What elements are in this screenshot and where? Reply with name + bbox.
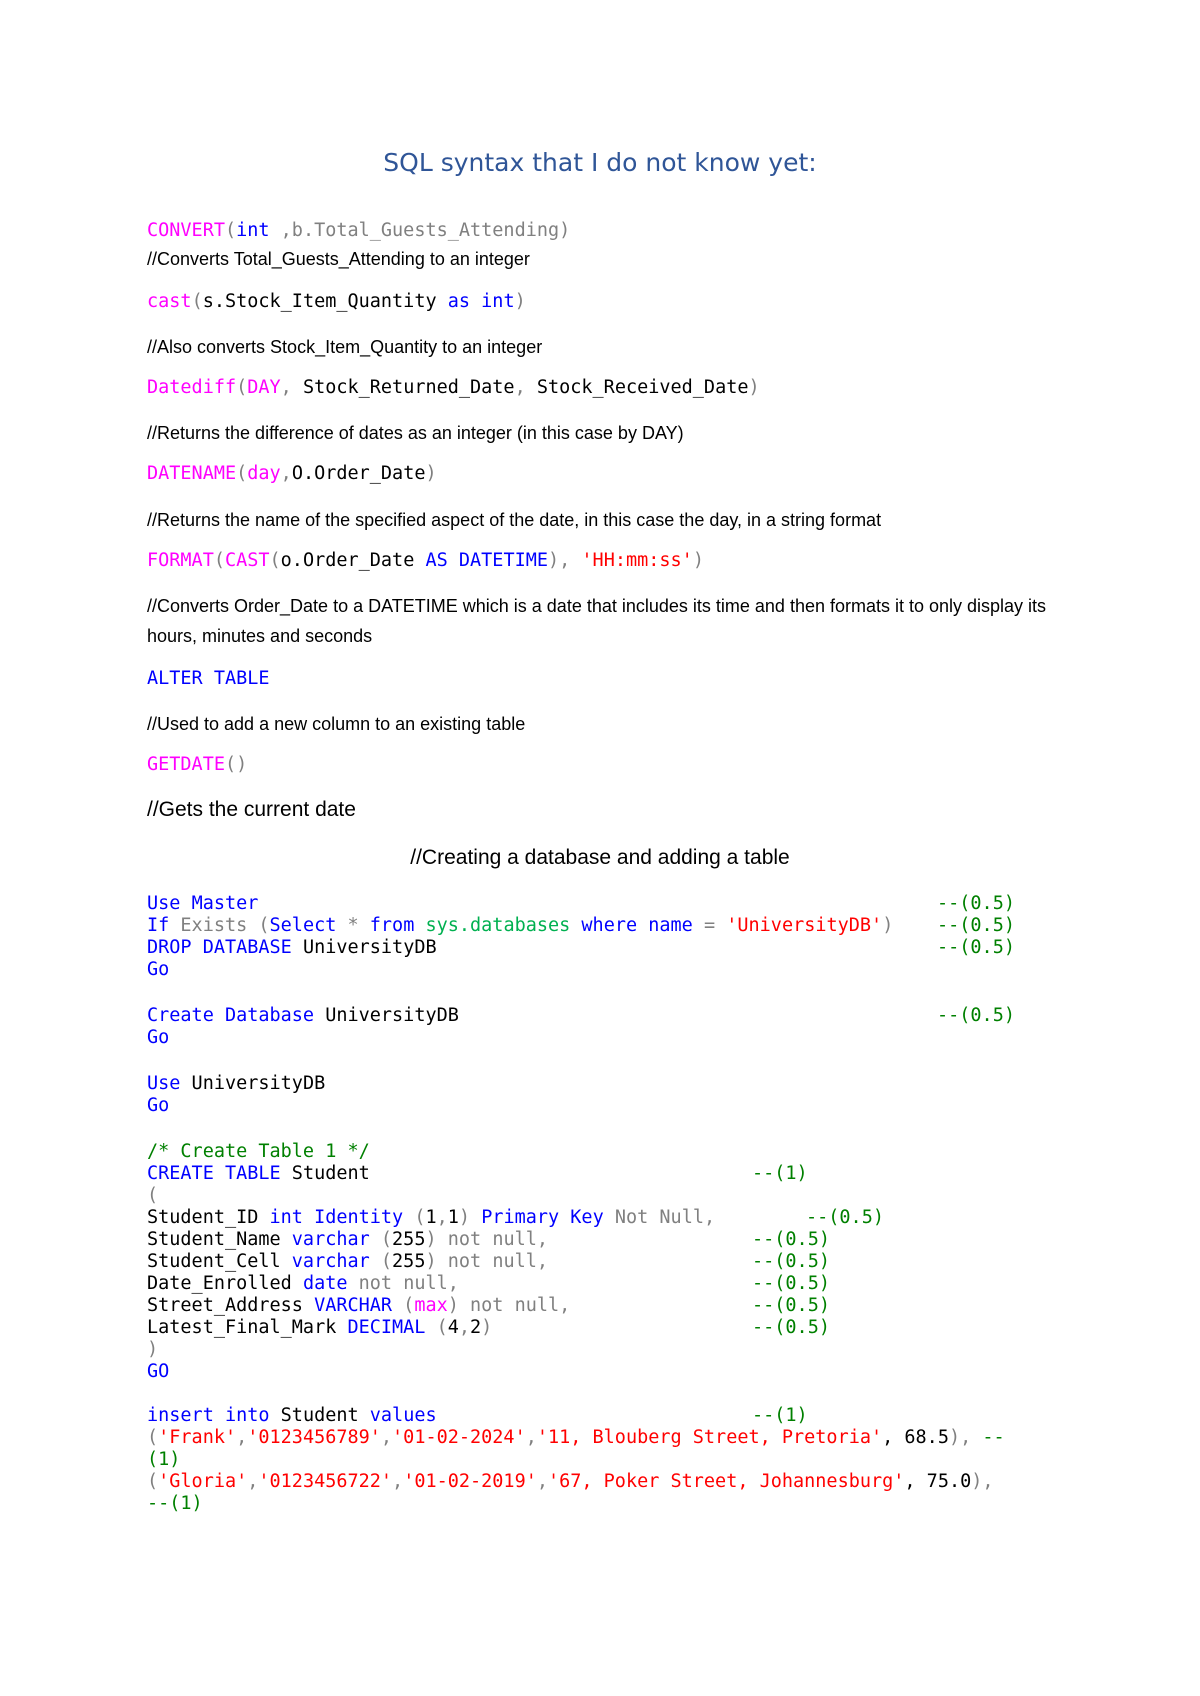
line-row-2-mark: --(1): [147, 1493, 203, 1514]
code-alter-table: ALTER TABLE: [147, 668, 270, 689]
section-heading: //Creating a database and adding a table: [410, 846, 790, 869]
code-datename: DATENAME(day,O.Order_Date): [147, 463, 437, 484]
mark-student-cell: --(0.5): [752, 1251, 830, 1272]
code-cast: cast(s.Stock_Item_Quantity as int): [147, 291, 526, 312]
line-student-id: Student_ID int Identity (1,1) Primary Key Not Null,: [147, 1207, 716, 1228]
note-format: //Converts Order_Date to a DATETIME which is a date that includes its time and then formats it to only display its hours, minutes and seconds: [147, 596, 1047, 646]
mark-latest-final-mark: --(0.5): [752, 1317, 830, 1338]
code-convert: CONVERT(int ,b.Total_Guests_Attending): [147, 220, 571, 241]
note-alter-table: //Used to add a new column to an existing table: [147, 714, 526, 734]
line-go-3: Go: [147, 1095, 170, 1116]
line-create-table: CREATE TABLE Student: [147, 1163, 370, 1184]
line-create-db: Create Database UniversityDB: [147, 1005, 459, 1026]
mark-student-name: --(0.5): [752, 1229, 830, 1250]
line-row-1-mark: (1): [147, 1449, 181, 1470]
line-street-address: Street_Address VARCHAR (max) not null,: [147, 1295, 571, 1316]
line-comment: /* Create Table 1 */: [147, 1141, 370, 1162]
note-cast: //Also converts Stock_Item_Quantity to an integer: [147, 337, 543, 357]
line-drop-db: DROP DATABASE UniversityDB: [147, 937, 437, 958]
line-go-4: GO: [147, 1361, 170, 1382]
line-date-enrolled: Date_Enrolled date not null,: [147, 1273, 459, 1294]
line-latest-final-mark: Latest_Final_Mark DECIMAL (4,2): [147, 1317, 493, 1338]
mark-street-address: --(0.5): [752, 1295, 830, 1316]
mark-create-db: --(0.5): [937, 1005, 1015, 1026]
line-row-1: ('Frank','0123456789','01-02-2024','11, Blouberg Street, Pretoria', 68.5), --: [147, 1427, 1005, 1448]
line-use-master: Use Master: [147, 893, 259, 914]
code-datediff: Datediff(DAY, Stock_Returned_Date, Stock_Received_Date): [147, 377, 760, 398]
line-if-exists: If Exists (Select * from sys.databases where name = 'UniversityDB'): [147, 915, 894, 936]
page-title: SQL syntax that I do not know yet:: [383, 148, 817, 177]
line-go-2: Go: [147, 1027, 170, 1048]
line-open-paren: (: [147, 1185, 159, 1206]
line-use-db: Use UniversityDB: [147, 1073, 326, 1094]
mark-insert: --(1): [752, 1405, 808, 1426]
mark-drop-db: --(0.5): [937, 937, 1015, 958]
mark-student-id: --(0.5): [806, 1207, 884, 1228]
code-format: FORMAT(CAST(o.Order_Date AS DATETIME), 'HH:mm:ss'): [147, 550, 704, 571]
line-row-2: ('Gloria','0123456722','01-02-2019','67, Poker Street, Johannesburg', 75.0),: [147, 1471, 994, 1492]
code-getdate: GETDATE(): [147, 754, 248, 775]
line-go-1: Go: [147, 959, 170, 980]
line-insert: insert into Student values: [147, 1405, 437, 1426]
line-student-name: Student_Name varchar (255) not null,: [147, 1229, 549, 1250]
line-close-paren: ): [147, 1339, 159, 1360]
mark-use-master: --(0.5): [937, 893, 1015, 914]
mark-date-enrolled: --(0.5): [752, 1273, 830, 1294]
note-convert: //Converts Total_Guests_Attending to an integer: [147, 249, 530, 269]
mark-if-exists: --(0.5): [937, 915, 1015, 936]
note-getdate: //Gets the current date: [147, 798, 356, 821]
line-student-cell: Student_Cell varchar (255) not null,: [147, 1251, 549, 1272]
note-datediff: //Returns the difference of dates as an integer (in this case by DAY): [147, 423, 684, 443]
mark-create-table: --(1): [752, 1163, 808, 1184]
note-datename: //Returns the name of the specified aspect of the date, in this case the day, in a string format: [147, 510, 882, 530]
